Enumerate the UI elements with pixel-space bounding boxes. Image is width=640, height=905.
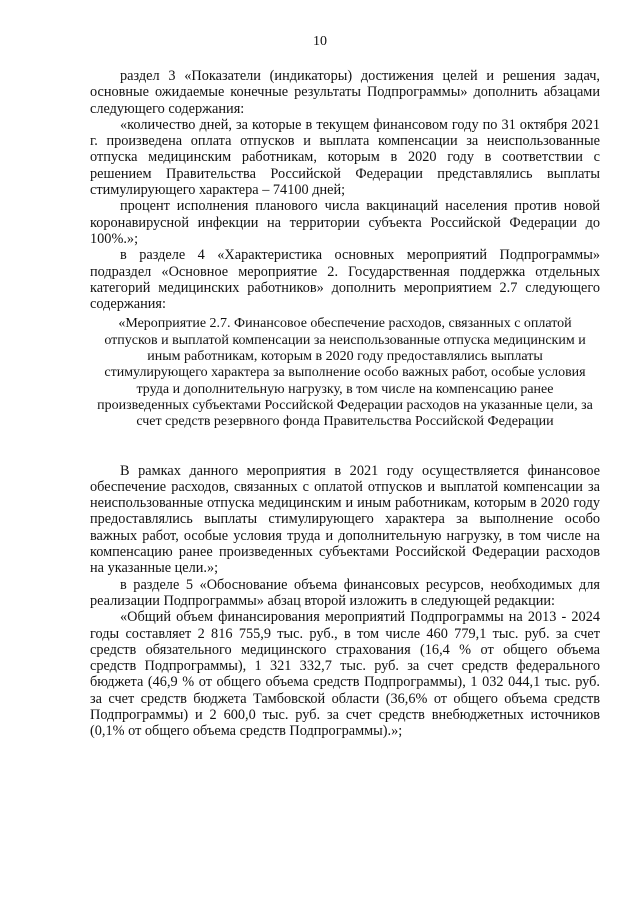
measure-heading: «Мероприятие 2.7. Финансовое обеспечение расходов, связанных с оплатой отпусков и выплатой компенсации за неиспользованные отпуска медицинским и иным работникам, которым в 2020 году предоставлялись выплаты стимулирующего характера за выполнение особо важных работ, особые условия труда и дополнительную нагрузку, в том числе на компенсацию ранее произведенных субъектами Российской Федерации расходов на указанные цели, за счет средств резервного фонда Правительства Российской Федерации	[97, 316, 593, 430]
paragraph-vaccination: процент исполнения планового числа вакцинаций населения против новой коронавирусной инфекции на территории субъекта Российской Федерации до 100%.»;	[90, 198, 600, 247]
page-number: 10	[313, 34, 327, 49]
paragraph-section-5: в разделе 5 «Обоснование объема финансовых ресурсов, необходимых для реализации Подпрограммы» абзац второй изложить в следующей редакции:	[90, 576, 600, 609]
paragraph-section-3: раздел 3 «Показатели (индикаторы) достижения целей и решения задач, основные ожидаемые конечные результаты Подпрограммы» дополнить абзацами следующего содержания:	[90, 68, 600, 117]
paragraph-section-4: в разделе 4 «Характеристика основных мероприятий Подпрограммы» подраздел «Основное мероприятие 2. Государственная поддержка отдельных категорий медицинских работников» дополнить мероприятием 2.7 следующего содержания:	[90, 247, 600, 313]
document-body	[90, 68, 600, 740]
paragraph-measure-description: В рамках данного мероприятия в 2021 году осуществляется финансовое обеспечение расходов, связанных с оплатой отпусков и выплатой компенсации за неиспользованные отпуска медицинским и иным работникам, которым в 2020 году предоставлялись выплаты стимулирующего характера за выполнение особо важных работ, особые условия труда и дополнительную нагрузку, в том числе на компенсацию ранее произведенных субъектами Российской Федерации расходов на указанные цели.»;	[90, 462, 600, 577]
paragraph-days-count: «количество дней, за которые в текущем финансовом году по 31 октября 2021 г. произведена оплата отпусков и выплата компенсации за неиспользованные отпуска медицинским работникам, которым в 2020 году в соответствии с решением Правительства Российской Федерации представлялись выплаты стимулирующего характера – 74100 дней;	[90, 116, 600, 199]
paragraph-funding-volume: «Общий объем финансирования мероприятий Подпрограммы на 2013 - 2024 годы составляет 2 816 755,9 тыс. руб., в том числе 460 779,1 тыс. руб. за счет средств обязательного медицинского страхования (16,4 % от общего объема средств Подпрограммы), 1 321 332,7 тыс. руб. за счет средств федерального бюджета (46,9 % от общего объема средств Подпрограммы), 1 032 044,1 тыс. руб. за счет средств бюджета Тамбовской области (36,6% от общего объема средств Подпрограммы) и 2 600,0 тыс. руб. за счет средств внебюджетных источников (0,1% от общего объема средств Подпрограммы).»;	[90, 609, 600, 740]
